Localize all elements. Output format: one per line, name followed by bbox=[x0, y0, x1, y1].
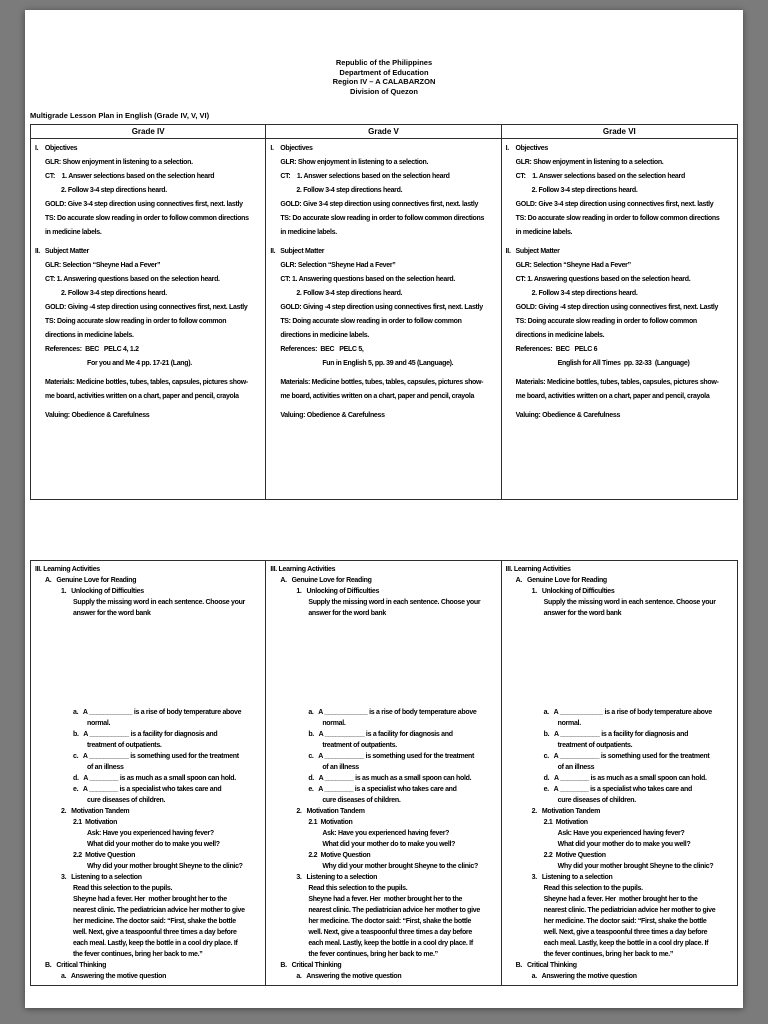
text-line: A. Genuine Love for Reading bbox=[515, 577, 607, 585]
text-line: b. A ___________ is a facility for diagnosis and bbox=[73, 731, 218, 739]
text-line: cure diseases of children. bbox=[557, 797, 636, 805]
text-line: III. Learning Activities bbox=[505, 566, 571, 574]
text-line: 1. Unlocking of Difficulties bbox=[531, 588, 615, 596]
text-line: GOLD: Giving -4 step direction using connectives first, next. Lastly bbox=[280, 304, 483, 312]
header-line-department: Department of Education bbox=[339, 67, 429, 77]
text-line: Supply the missing word in each sentence. Choose your bbox=[308, 599, 481, 607]
text-line: treatment of outpatients. bbox=[87, 742, 162, 750]
text-line: For you and Me 4 pp. 17-21 (Lang). bbox=[87, 360, 192, 368]
text-line: A. Genuine Love for Reading bbox=[280, 577, 372, 585]
text-line: Read this selection to the pupils. bbox=[543, 885, 643, 893]
text-line: GLR: Show enjoyment in listening to a selection. bbox=[45, 159, 193, 167]
text-line: b. A ___________ is a facility for diagnosis and bbox=[543, 731, 689, 739]
text-line: c. A ___________ is something used for the treatment bbox=[543, 753, 710, 761]
document-page bbox=[25, 10, 743, 1008]
text-line: References: BEC PELC 6 bbox=[515, 346, 598, 354]
text-line: the fever continues, bring her back to me.” bbox=[308, 951, 438, 959]
text-line: of an illness bbox=[322, 764, 359, 772]
text-line: Ask: Have you experienced having fever? bbox=[322, 830, 450, 838]
text-line: her medicine. The doctor said: “First, shake the bottle bbox=[308, 918, 472, 926]
text-line: Valuing: Obedience & Carefulness bbox=[515, 412, 621, 420]
text-line: GOLD: Giving -4 step direction using connectives first, next. Lastly bbox=[515, 304, 719, 312]
text-line: I. Objectives bbox=[35, 145, 78, 153]
grade-header-iv: Grade IV bbox=[31, 125, 266, 138]
text-line: Why did your mother brought Sheyne to the clinic? bbox=[87, 863, 243, 871]
text-line: Materials: Medicine bottles, tubes, tables, capsules, pictures show- bbox=[45, 379, 248, 387]
text-line: a. A ____________ is a rise of body temperature above bbox=[308, 709, 477, 717]
text-line: GLR: Show enjoyment in listening to a selection. bbox=[515, 159, 664, 167]
text-line: English for All Times pp. 32-33 (Language) bbox=[557, 360, 690, 368]
text-line: cure diseases of children. bbox=[322, 797, 401, 805]
text-line: CT: 1. Answer selections based on the selection heard bbox=[280, 173, 450, 181]
text-line: Why did your mother brought Sheyne to the clinic? bbox=[322, 863, 478, 871]
text-line: TS: Doing accurate slow reading in order to follow common bbox=[515, 318, 697, 326]
text-line: 2.1 Motivation bbox=[543, 819, 588, 827]
text-line: GOLD: Give 3-4 step direction using connectives first, next. lastly bbox=[515, 201, 714, 209]
text-line: II. Subject Matter bbox=[270, 248, 325, 256]
text-line: of an illness bbox=[87, 764, 124, 772]
text-line: GOLD: Give 3-4 step direction using connectives first, next. lastly bbox=[280, 201, 479, 209]
text-line: nearest clinic. The pediatrician advice her mother to give bbox=[73, 907, 245, 915]
text-line: 2. Follow 3-4 step directions heard. bbox=[296, 290, 403, 298]
text-line: Sheyne had a fever. Her mother brought her to the bbox=[73, 896, 227, 904]
objectives-column-grade-vi bbox=[502, 139, 737, 499]
text-line: What did your mother do to make you well? bbox=[322, 841, 456, 849]
text-line: 1. Unlocking of Difficulties bbox=[296, 588, 380, 596]
text-line: a. Answering the motive question bbox=[61, 973, 167, 981]
text-line: B. Critical Thinking bbox=[515, 962, 577, 970]
text-line: answer for the word bank bbox=[308, 610, 386, 618]
text-line: well. Next, give a teaspoonful three times a day before bbox=[543, 929, 708, 937]
text-line: Supply the missing word in each sentence. Choose your bbox=[543, 599, 716, 607]
text-line: GLR: Selection “Sheyne Had a Fever” bbox=[515, 262, 631, 270]
text-line: B. Critical Thinking bbox=[280, 962, 342, 970]
text-line: Fun in English 5, pp. 39 and 45 (Language). bbox=[322, 360, 454, 368]
text-line: 2. Follow 3-4 step directions heard. bbox=[531, 290, 638, 298]
grade-header-row bbox=[31, 125, 737, 139]
text-line: answer for the word bank bbox=[73, 610, 151, 618]
text-line: 2.1 Motivation bbox=[308, 819, 353, 827]
text-line: e. A ________ is a specialist who takes care and bbox=[73, 786, 222, 794]
text-line: 3. Listening to a selection bbox=[531, 874, 613, 882]
text-line: a. A ____________ is a rise of body temperature above bbox=[73, 709, 242, 717]
text-line: of an illness bbox=[557, 764, 595, 772]
text-line: 2. Motivation Tandem bbox=[296, 808, 365, 816]
text-line: in medicine labels. bbox=[45, 229, 102, 237]
text-line: her medicine. The doctor said: “First, shake the bottle bbox=[73, 918, 236, 926]
text-line: CT: 1. Answer selections based on the selection heard bbox=[45, 173, 215, 181]
text-line: each meal. Lastly, keep the bottle in a cool dry place. If bbox=[73, 940, 238, 948]
text-line: 2.2 Motive Question bbox=[73, 852, 136, 860]
text-line: me board, activities written on a chart, paper and pencil, crayola bbox=[45, 393, 239, 401]
text-line: directions in medicine labels. bbox=[45, 332, 134, 340]
text-line: nearest clinic. The pediatrician advice her mother to give bbox=[308, 907, 480, 915]
text-line: What did your mother do to make you well? bbox=[557, 841, 691, 849]
text-line: d. A ________ is as much as a small spoon can hold. bbox=[73, 775, 236, 783]
text-line: References: BEC PELC 4, 1.2 bbox=[45, 346, 139, 354]
text-line: TS: Doing accurate slow reading in order to follow common bbox=[45, 318, 227, 326]
text-line: Read this selection to the pupils. bbox=[308, 885, 408, 893]
text-line: GLR: Show enjoyment in listening to a selection. bbox=[280, 159, 429, 167]
text-line: normal. bbox=[87, 720, 111, 728]
activities-column-grade-v bbox=[266, 561, 501, 985]
text-line: A. Genuine Love for Reading bbox=[45, 577, 137, 585]
text-line: in medicine labels. bbox=[515, 229, 573, 237]
text-line: b. A ___________ is a facility for diagnosis and bbox=[308, 731, 453, 739]
text-line: 2. Motivation Tandem bbox=[61, 808, 130, 816]
text-line: CT: 1. Answering questions based on the selection heard. bbox=[515, 276, 691, 284]
text-line: 2. Motivation Tandem bbox=[531, 808, 600, 816]
text-line: GLR: Selection “Sheyne Had a Fever” bbox=[45, 262, 161, 270]
text-line: TS: Do accurate slow reading in order to follow common directions bbox=[515, 215, 720, 223]
text-line: Sheyne had a fever. Her mother brought her to the bbox=[308, 896, 463, 904]
text-line: 1. Unlocking of Difficulties bbox=[61, 588, 144, 596]
text-line: GOLD: Give 3-4 step direction using connectives first, next. lastly bbox=[45, 201, 243, 209]
text-line: d. A ________ is as much as a small spoon can hold. bbox=[543, 775, 707, 783]
text-line: Ask: Have you experienced having fever? bbox=[87, 830, 214, 838]
text-line: c. A ___________ is something used for the treatment bbox=[308, 753, 475, 761]
text-line: Why did your mother brought Sheyne to the clinic? bbox=[557, 863, 714, 871]
document-header bbox=[25, 10, 743, 96]
text-line: III. Learning Activities bbox=[35, 566, 100, 574]
header-line-region: Region IV – A CALABARZON bbox=[332, 77, 436, 87]
text-line: Ask: Have you experienced having fever? bbox=[557, 830, 685, 838]
text-line: a. Answering the motive question bbox=[296, 973, 402, 981]
text-line: References: BEC PELC 5, bbox=[280, 346, 364, 354]
text-line: e. A ________ is a specialist who takes care and bbox=[543, 786, 692, 794]
text-line: 2.1 Motivation bbox=[73, 819, 118, 827]
text-line: Sheyne had a fever. Her mother brought her to the bbox=[543, 896, 698, 904]
text-line: normal. bbox=[557, 720, 581, 728]
text-line: TS: Doing accurate slow reading in order to follow common bbox=[280, 318, 462, 326]
objectives-column-grade-iv bbox=[31, 139, 266, 499]
text-line: answer for the word bank bbox=[543, 610, 622, 618]
text-line: I. Objectives bbox=[270, 145, 313, 153]
text-line: Supply the missing word in each sentence. Choose your bbox=[73, 599, 245, 607]
text-line: 2.2 Motive Question bbox=[308, 852, 371, 860]
objectives-body-row bbox=[31, 139, 737, 499]
text-line: cure diseases of children. bbox=[87, 797, 166, 805]
text-line: I. Objectives bbox=[505, 145, 548, 153]
text-line: directions in medicine labels. bbox=[515, 332, 605, 340]
text-line: 2. Follow 3-4 step directions heard. bbox=[61, 290, 167, 298]
activities-column-grade-iv bbox=[31, 561, 266, 985]
grade-header-vi: Grade VI bbox=[602, 127, 636, 137]
text-line: CT: 1. Answering questions based on the selection heard. bbox=[280, 276, 456, 284]
text-line: TS: Do accurate slow reading in order to follow common directions bbox=[45, 215, 249, 223]
text-line: B. Critical Thinking bbox=[45, 962, 107, 970]
header-line-republic: Republic of the Philippines bbox=[335, 58, 433, 67]
text-line: each meal. Lastly, keep the bottle in a cool dry place. If bbox=[543, 940, 709, 948]
text-line: Valuing: Obedience & Carefulness bbox=[280, 412, 385, 420]
objectives-table bbox=[30, 124, 738, 500]
text-line: her medicine. The doctor said: “First, shake the bottle bbox=[543, 918, 707, 926]
text-line: Materials: Medicine bottles, tubes, tables, capsules, pictures show- bbox=[280, 379, 484, 387]
text-line: in medicine labels. bbox=[280, 229, 337, 237]
text-line: c. A ___________ is something used for the treatment bbox=[73, 753, 239, 761]
objectives-column-grade-v bbox=[266, 139, 501, 499]
text-line: II. Subject Matter bbox=[505, 248, 560, 256]
text-line: CT: 1. Answering questions based on the selection heard. bbox=[45, 276, 220, 284]
text-line: well. Next, give a teaspoonful three times a day before bbox=[73, 929, 237, 937]
text-line: nearest clinic. The pediatrician advice her mother to give bbox=[543, 907, 716, 915]
text-line: CT: 1. Answer selections based on the selection heard bbox=[515, 173, 685, 181]
text-line: II. Subject Matter bbox=[35, 248, 89, 256]
text-line bbox=[504, 619, 735, 707]
text-line: e. A ________ is a specialist who takes care and bbox=[308, 786, 457, 794]
text-line: me board, activities written on a chart, paper and pencil, crayola bbox=[280, 393, 475, 401]
header-line-division: Division of Quezon bbox=[350, 86, 418, 96]
grade-header-v: Grade V bbox=[266, 125, 501, 138]
text-line: normal. bbox=[322, 720, 346, 728]
learning-activities-body-row bbox=[31, 561, 737, 985]
text-line: 2. Follow 3-4 step directions heard. bbox=[531, 187, 638, 195]
text-line: the fever continues, bring her back to me.” bbox=[73, 951, 203, 959]
text-line: 2.2 Motive Question bbox=[543, 852, 606, 860]
text-line: a. A ____________ is a rise of body temperature above bbox=[543, 709, 712, 717]
text-line: each meal. Lastly, keep the bottle in a cool dry place. If bbox=[308, 940, 473, 948]
text-line: Materials: Medicine bottles, tubes, tables, capsules, pictures show- bbox=[515, 379, 719, 387]
lesson-plan-title: Multigrade Lesson Plan in English (Grade IV, V, VI) bbox=[30, 111, 210, 121]
text-line: Valuing: Obedience & Carefulness bbox=[45, 412, 150, 420]
text-line: a. Answering the motive question bbox=[531, 973, 637, 981]
text-line bbox=[268, 619, 498, 707]
text-line: treatment of outpatients. bbox=[557, 742, 633, 750]
text-line: me board, activities written on a chart, paper and pencil, crayola bbox=[515, 393, 710, 401]
text-line: What did your mother do to make you well? bbox=[87, 841, 220, 849]
text-line: 2. Follow 3-4 step directions heard. bbox=[61, 187, 167, 195]
text-line: 2. Follow 3-4 step directions heard. bbox=[296, 187, 403, 195]
text-line: 3. Listening to a selection bbox=[61, 874, 142, 882]
activities-column-grade-vi bbox=[502, 561, 737, 985]
text-line: directions in medicine labels. bbox=[280, 332, 369, 340]
text-line: treatment of outpatients. bbox=[322, 742, 397, 750]
learning-activities-table bbox=[30, 560, 738, 986]
text-line: the fever continues, bring her back to me.” bbox=[543, 951, 674, 959]
text-line: well. Next, give a teaspoonful three times a day before bbox=[308, 929, 472, 937]
text-line: GOLD: Giving -4 step direction using connectives first, next. Lastly bbox=[45, 304, 248, 312]
text-line: GLR: Selection “Sheyne Had a Fever” bbox=[280, 262, 396, 270]
text-line: Read this selection to the pupils. bbox=[73, 885, 173, 893]
text-line: III. Learning Activities bbox=[270, 566, 336, 574]
text-line: d. A ________ is as much as a small spoon can hold. bbox=[308, 775, 472, 783]
text-line: 3. Listening to a selection bbox=[296, 874, 378, 882]
text-line bbox=[33, 619, 263, 707]
text-line: TS: Do accurate slow reading in order to follow common directions bbox=[280, 215, 485, 223]
